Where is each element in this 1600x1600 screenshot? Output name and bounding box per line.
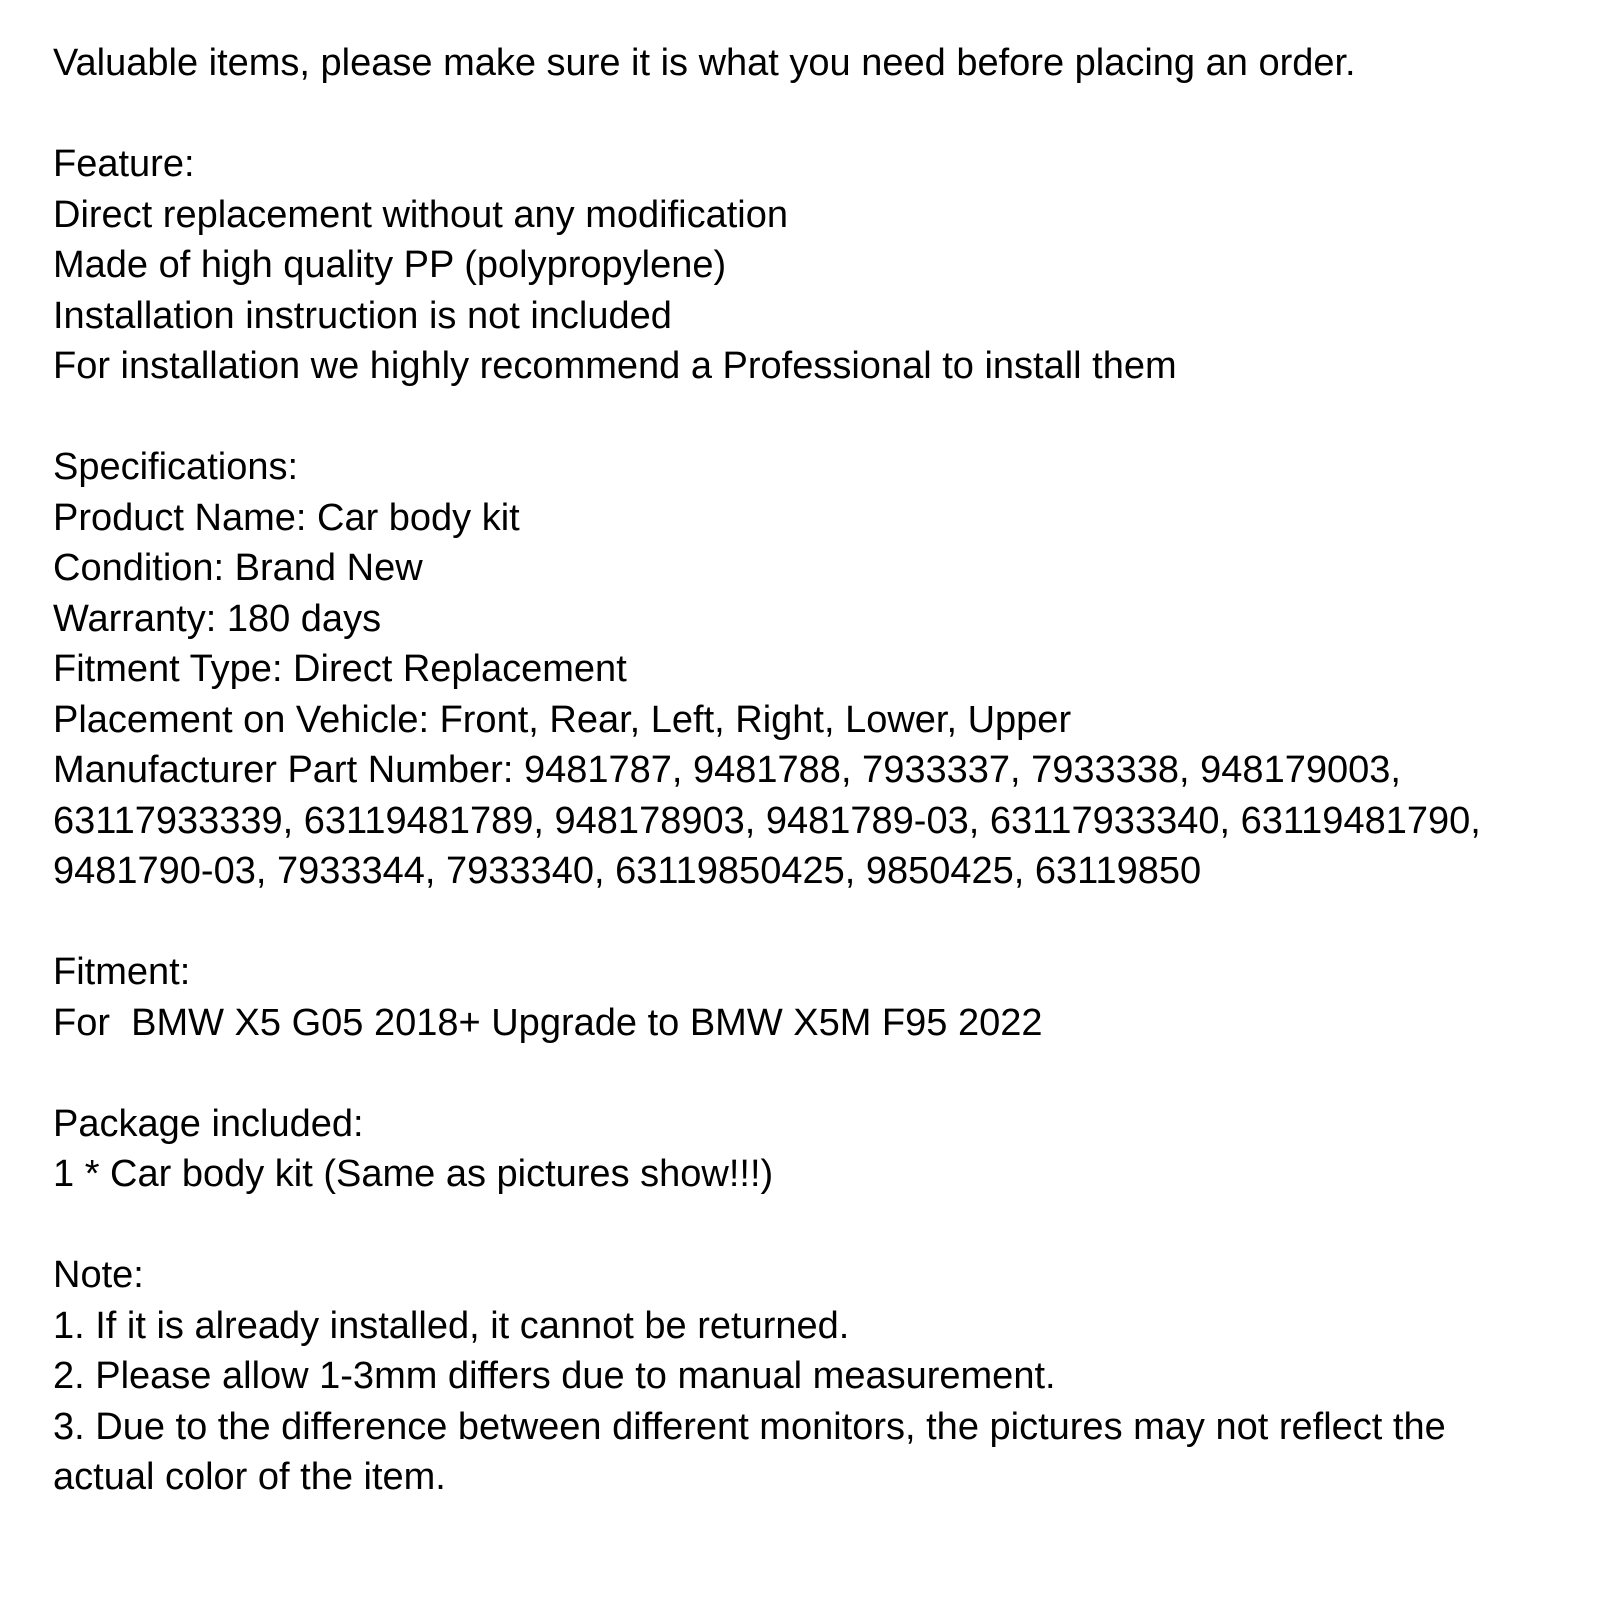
fitment-heading: Fitment: [53,951,191,993]
intro-text: Valuable items, please make sure it is what you need before placing an order. [53,42,1356,84]
spacer [53,1200,1553,1251]
spacer [53,1048,1553,1099]
fitment-text: For BMW X5 G05 2018+ Upgrade to BMW X5M F95 2022 [53,1001,1043,1044]
note-item: 1. If it is already installed, it cannot be returned. [53,1304,850,1347]
feature-heading: Feature: [53,143,195,185]
note-item: 2. Please allow 1-3mm differs due to manual measurement. [53,1355,1056,1397]
package-text: 1 * Car body kit (Same as pictures show!!!) [53,1153,774,1195]
spec-condition: Condition: Brand New [53,547,423,589]
spec-fitment-type: Fitment Type: Direct Replacement [53,648,627,690]
spacer [53,897,1553,948]
feature-item: Installation instruction is not included [53,294,672,337]
product-description [53,38,1553,1503]
note-item: actual color of the item. [53,1456,446,1498]
spec-part-number: 9481790-03, 7933344, 7933340, 63119850425, 9850425, 63119850 [53,850,1202,892]
feature-item: Direct replacement without any modification [53,193,789,236]
spec-part-number: Manufacturer Part Number: 9481787, 9481788, 7933337, 7933338, 948179003, [53,749,1401,791]
note-item: 3. Due to the difference between different monitors, the pictures may not reflect the [53,1405,1446,1448]
specifications-heading: Specifications: [53,446,299,488]
spec-part-number: 63117933339, 63119481789, 948178903, 9481789-03, 63117933340, 63119481790, [53,799,1481,842]
feature-item: Made of high quality PP (polypropylene) [53,244,727,286]
spacer [53,392,1553,443]
spec-warranty: Warranty: 180 days [53,597,382,640]
spec-product-name: Product Name: Car body kit [53,496,520,539]
feature-item: For installation we highly recommend a Professional to install them [53,345,1177,387]
spec-placement: Placement on Vehicle: Front, Rear, Left, Right, Lower, Upper [53,698,1072,741]
spacer [53,89,1553,140]
package-heading: Package included: [53,1102,364,1145]
note-heading: Note: [53,1254,144,1296]
